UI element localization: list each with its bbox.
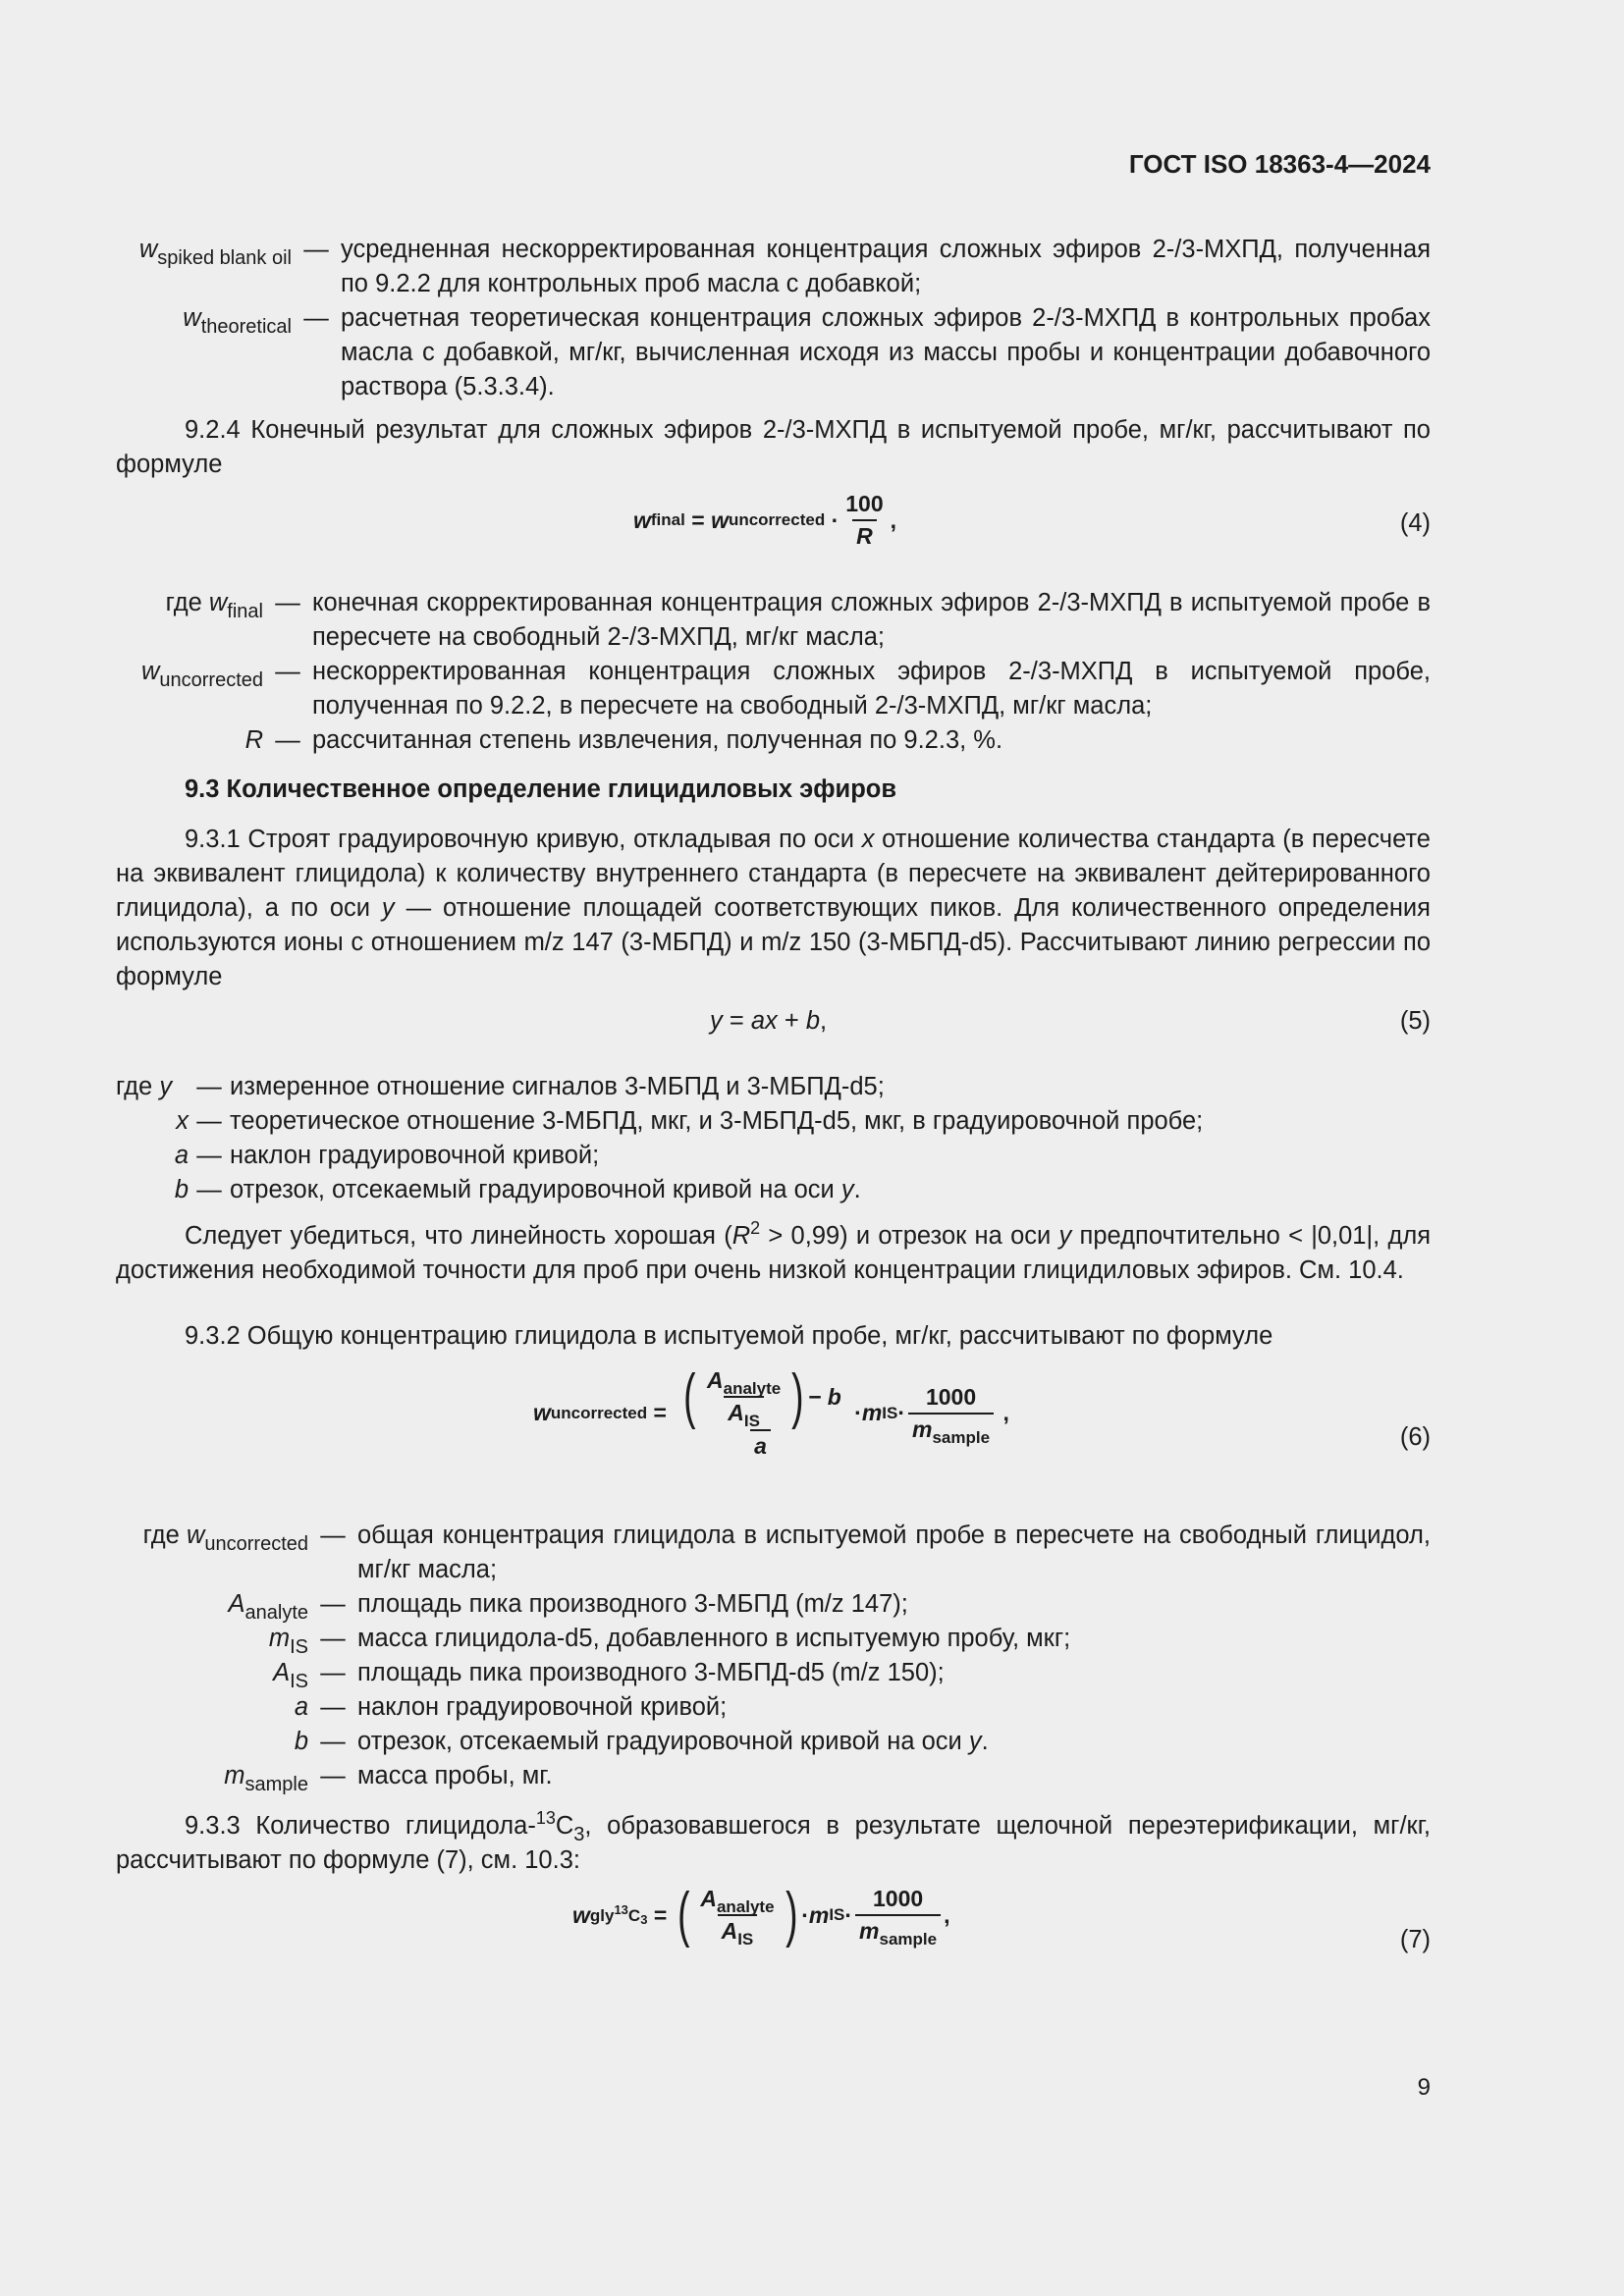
definition-item: b — отрезок, отсекаемый градуировочной кривой на оси y. [116, 1725, 1431, 1759]
area-ratio-fraction: $\frac{A_{analyte}}{A_{IS}}$ [700, 1886, 775, 1949]
paragraph-9-2-4: 9.2.4 Конечный результат для сложных эфиров 2-/3-МХПД в испытуемой пробе, мг/кг, рассчитывают по формуле [116, 416, 1431, 478]
definition-term: a [294, 1693, 308, 1721]
definition-text: площадь пика производного 3-МБПД (m/z 147); [357, 1590, 908, 1618]
definition-term: a [174, 1142, 189, 1169]
definition-item: где $w_{uncorrected}$ — общая концентрация глицидола в испытуемой пробе в пересчете на свободный глицидол, мг/кг масла; [116, 1519, 1431, 1587]
definition-text: расчетная теоретическая концентрация сложных эфиров 2-/3-МХПД в контрольных пробах масла с добавкой, мг/кг, вычисленная исходя из массы пробы и концентрации добавочного раствора (5.3.3.4). [341, 304, 1431, 400]
definition-text: масса пробы, мг. [357, 1762, 553, 1789]
definition-item: $m_{sample}$ — масса пробы, мг. [116, 1759, 1431, 1793]
equation-6-body: w uncorrected = ( $\frac{A_{analyte}}{A_{IS}}$ ) − b a · m IS · $\frac{1000}{m_{sample}}$ , [533, 1362, 1009, 1459]
definition-term: $w_{uncorrected}$ [140, 658, 263, 691]
area-ratio-fraction: $\frac{A_{analyte}}{A_{IS}}$ [707, 1367, 782, 1430]
definition-item: a — наклон градуировочной кривой; [116, 1139, 1431, 1173]
definition-item: $A_{IS}$ — площадь пика производного 3-МБПД-d5 (m/z 150); [116, 1656, 1431, 1690]
definition-term: $m_{sample}$ [224, 1762, 308, 1795]
definition-item: $m_{IS}$ — масса глицидола-d5, добавленного в испытуемую пробу, мкг; [116, 1622, 1431, 1656]
equation-5-body: y = ax + b, [710, 1007, 828, 1035]
definition-list-4 [116, 1519, 1431, 1793]
equation-6 [116, 1362, 1431, 1494]
equation-number: (6) [1399, 1423, 1431, 1451]
definition-item: $w_{spiked blank oil}$ — усредненная нескорректированная концентрация сложных эфиров 2-/3-МХПД, полученная по 9.2.2 для контрольных проб масла с добавкой; [116, 233, 1431, 301]
standard-header: ГОСТ ISO 18363-4—2024 [1128, 149, 1431, 179]
definition-term: $A_{analyte}$ [228, 1590, 308, 1624]
definition-text: масса глицидола-d5, добавленного в испытуемую пробу, мкг; [357, 1625, 1071, 1652]
definition-text: конечная скорректированная концентрация сложных эфиров 2-/3-МХПД в испытуемой пробе в пересчете на свободный 2-/3-МХПД, мг/кг масла; [312, 589, 1431, 651]
paragraph-9-3-3: 9.3.3 Количество глицидола-$^{13}C_3$, образовавшегося в результате щелочной переэтерификации, мг/кг, рассчитывают по формуле (7), см. 10.3: [116, 1808, 1431, 1874]
definition-term: где $w_{final}$ [165, 589, 263, 622]
definition-text: отрезок, отсекаемый градуировочной кривой на оси y. [357, 1728, 989, 1755]
equation-7-body: w gly$^{13}$C3 = ( $\frac{A_{analyte}}{A_{IS}}$ ) · m IS · $\frac{1000}{m_{sample}}$ , [572, 1881, 950, 1949]
definition-text: измеренное отношение сигналов 3-МБПД и 3-МБПД-d5; [230, 1073, 885, 1100]
definition-term: b [294, 1728, 308, 1755]
definition-item: b — отрезок, отсекаемый градуировочной кривой на оси y. [116, 1173, 1431, 1207]
equation-number: (4) [1399, 509, 1431, 537]
definition-term: x [176, 1107, 189, 1135]
definition-term: $w_{spiked blank oil}$ [138, 236, 292, 269]
definition-item: R — рассчитанная степень извлечения, полученная по 9.2.3, %. [116, 723, 1431, 758]
paragraph-linearity: Следует убедиться, что линейность хорошая $(R^2 > 0,99)$ и отрезок на оси y предпочтительно < |0,01|, для достижения необходимой точности для проб при очень низкой концентрации глицидиловых эфиров. См. 10.4. [116, 1218, 1432, 1284]
equation-5 [116, 1007, 1431, 1046]
mass-fraction: $\frac{1000}{m_{sample}}$ [908, 1384, 994, 1443]
definition-term: где y [116, 1073, 173, 1100]
definition-term: $w_{theoretical}$ [183, 304, 292, 338]
paragraph-9-3-1: 9.3.1 Строят градуировочную кривую, откладывая по оси x отношение количества стандарта (в пересчете на эквивалент глицидола) к количеству внутреннего стандарта (в пересчете на эквивалент дейтерированного глицидола), а по оси y — отношение площадей соответствующих пиков. Для количественного определения используются ионы с отношением m/z 147 (3-МБПД) и m/z 150 (3-МБПД-d5). Рассчитывают линию регрессии по формуле [116, 826, 1431, 990]
paragraph-9-3-2: 9.3.2 Общую концентрацию глицидола в испытуемой пробе, мг/кг, рассчитывают по формуле [185, 1322, 1273, 1350]
equation-number: (5) [1399, 1007, 1431, 1035]
definition-text: нескорректированная концентрация сложных эфиров 2-/3-МХПД в испытуемой пробе, полученная по 9.2.2, в пересчете на свободный 2-/3-МХПД, мг/кг масла; [312, 658, 1431, 720]
definition-list-3 [116, 1070, 1431, 1207]
definition-text: рассчитанная степень извлечения, полученная по 9.2.3, %. [312, 726, 1003, 754]
page-number: 9 [1417, 2074, 1431, 2101]
definition-item: где y — измеренное отношение сигналов 3-МБПД и 3-МБПД-d5; [116, 1070, 1431, 1104]
definition-text: теоретическое отношение 3-МБПД, мкг, и 3-МБПД-d5, мкг, в градуировочной пробе; [230, 1107, 1204, 1135]
definition-item: $w_{uncorrected}$ — нескорректированная концентрация сложных эфиров 2-/3-МХПД в испытуемой пробе, полученная по 9.2.2, в пересчете на свободный 2-/3-МХПД, мг/кг масла; [116, 655, 1431, 723]
definition-text: наклон градуировочной кривой; [230, 1142, 600, 1169]
definition-item: $w_{theoretical}$ — расчетная теоретическая концентрация сложных эфиров 2-/3-МХПД в контрольных пробах масла с добавкой, мг/кг, вычисленная исходя из массы пробы и концентрации добавочного раствора (5.3.3.4). [116, 301, 1431, 404]
definition-text: площадь пика производного 3-МБПД-d5 (m/z 150); [357, 1659, 945, 1686]
fraction: $\frac{100}{R}$ [845, 491, 884, 549]
definition-term: где $w_{uncorrected}$ [142, 1522, 308, 1555]
definition-item: $A_{analyte}$ — площадь пика производного 3-МБПД (m/z 147); [116, 1587, 1431, 1622]
section-heading-9-3: 9.3 Количественное определение глицидиловых эфиров [185, 775, 897, 803]
definition-term: R [244, 726, 263, 754]
definition-item: x — теоретическое отношение 3-МБПД, мкг, и 3-МБПД-d5, мкг, в градуировочной пробе; [116, 1104, 1431, 1139]
mass-fraction: $\frac{1000}{m_{sample}}$ [855, 1886, 941, 1945]
definition-list-2 [116, 586, 1431, 758]
definition-text: отрезок, отсекаемый градуировочной кривой на оси y. [230, 1176, 861, 1203]
definition-list-1 [116, 233, 1431, 404]
definition-text: усредненная нескорректированная концентрация сложных эфиров 2-/3-МХПД, полученная по 9.2.2 для контрольных проб масла с добавкой; [341, 236, 1431, 297]
definition-term: $A_{IS}$ [273, 1659, 308, 1692]
definition-text: наклон градуировочной кривой; [357, 1693, 728, 1721]
definition-term: $m_{IS}$ [268, 1625, 308, 1658]
equation-4-body: w final = w uncorrected · $\frac{100}{R}$ , [633, 491, 897, 549]
definition-term: b [174, 1176, 189, 1203]
main-fraction: ( $\frac{A_{analyte}}{A_{IS}}$ ) − b a [683, 1362, 841, 1459]
equation-number: (7) [1399, 1926, 1431, 1953]
definition-text: общая концентрация глицидола в испытуемой пробе в пересчете на свободный глицидол, мг/кг масла; [357, 1522, 1431, 1583]
definition-item: где $w_{final}$ — конечная скорректированная концентрация сложных эфиров 2-/3-МХПД в испытуемой пробе в пересчете на свободный 2-/3-МХПД, мг/кг масла; [116, 586, 1431, 655]
definition-item: a — наклон градуировочной кривой; [116, 1690, 1431, 1725]
equation-7 [116, 1881, 1431, 1983]
